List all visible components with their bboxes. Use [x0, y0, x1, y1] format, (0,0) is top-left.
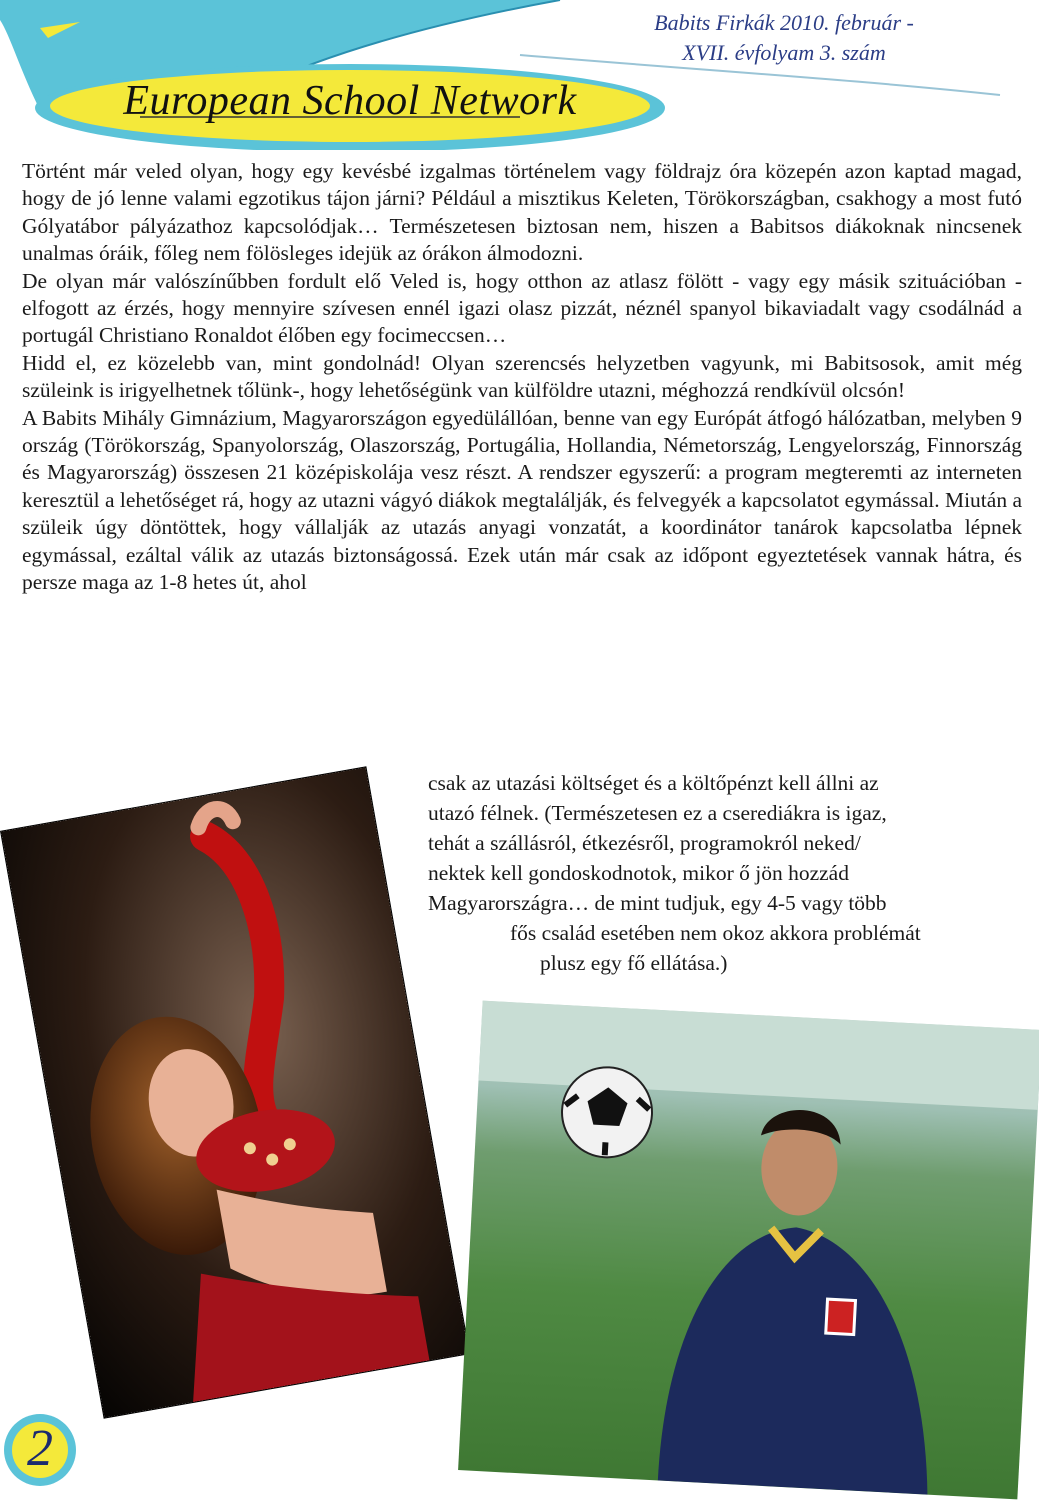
article-paragraph: Történt már veled olyan, hogy egy kevésbé izgalmas történelem vagy földrajz óra közepén azon kaptad magad, hogy de jó lenne valami egzotikus tájon járni? Például a misztikus Keleten, Törökországban, csakhogy a most futó Gólyatábor pályázathoz kapcsolódjak… Természetesen biztosan nem, hiszen a Babitsos diákoknak nincsenek unalmas óráik, főleg nem fölösleges idejük az órákon álmodozni.	[22, 159, 1022, 266]
article-paragraph: Hidd el, ez közelebb van, mint gondolnád! Olyan szerencsés helyzetben vagyunk, mi Babitsosok, amit még szüleink is irigyelhetnek tőlünk-, hogy lehetőségünk van külföldre utazni, méghozzá rendkívül olcsón!	[22, 350, 1022, 403]
issue-line-2: XVII. évfolyam 3. szám	[682, 40, 886, 65]
article-tail-line: nektek kell gondoskodnotok, mikor ő jön hozzád	[428, 861, 849, 885]
dancer-photo	[1, 767, 469, 1417]
article-tail-line: utazó félnek. (Természetesen ez a cserediákra is igaz,	[428, 801, 887, 825]
article-body	[22, 158, 1022, 597]
article-tail-line: Magyarországra… de mint tudjuk, egy 4-5 vagy több	[428, 891, 887, 915]
article-tail-line: plusz egy fő ellátása.)	[540, 951, 728, 975]
article-title-container	[40, 64, 660, 150]
article-title: European School Network	[123, 78, 577, 124]
article-tail-line: csak az utazási költséget és a költőpénzt kell állni az	[428, 771, 879, 795]
article-tail-line: fős család esetében nem okoz akkora problémát	[510, 921, 921, 945]
article-tail-line: tehát a szállásról, étkezésről, programokról neked/	[428, 831, 861, 855]
page-number: 2	[27, 1419, 53, 1477]
issue-info	[569, 8, 999, 68]
dancer-illustration	[1, 767, 469, 1417]
article-paragraph: A Babits Mihály Gimnázium, Magyarországon egyedülállóan, benne van egy Európát átfogó hálózatban, melyben 9 ország (Törökország, Spanyolország, Olaszország, Portugália, Hollandia, Németország, Lengyelország, Finnország és Magyarország) összesen 21 középiskolája vesz részt. A rendszer egyszerű: a program megteremti az interneten keresztül a lehetőséget rá, hogy az utazni vágyó diákok megtalálják, és felvegyék a kapcsolatot egymással. Miután a szüleik úgy döntöttek, hogy vállalják az utazás anyagi vonzatát, a koordinátor tanárok kapcsolatba lépnek egymással, ezáltal válik az utazás biztonságossá. Ezek után már csak az időpont egyeztetések vannak hátra, és persze maga az 1-8 hetes út, ahol	[22, 405, 1022, 595]
article-paragraph: De olyan már valószínűbben fordult elő Veled is, hogy otthon az atlasz fölött - vagy egy másik szituációban - elfogott az érzés, hogy mennyire szívesen ennél igazi olasz pizzát, néznél spanyol bikaviadalt vagy csodálnád a portugál Christiano Ronaldot élőben egy focimeccsen…	[22, 268, 1022, 348]
issue-line-1: Babits Firkák 2010. február -	[654, 10, 914, 35]
football-photo	[458, 1001, 1039, 1500]
football-illustration	[458, 1001, 1039, 1500]
